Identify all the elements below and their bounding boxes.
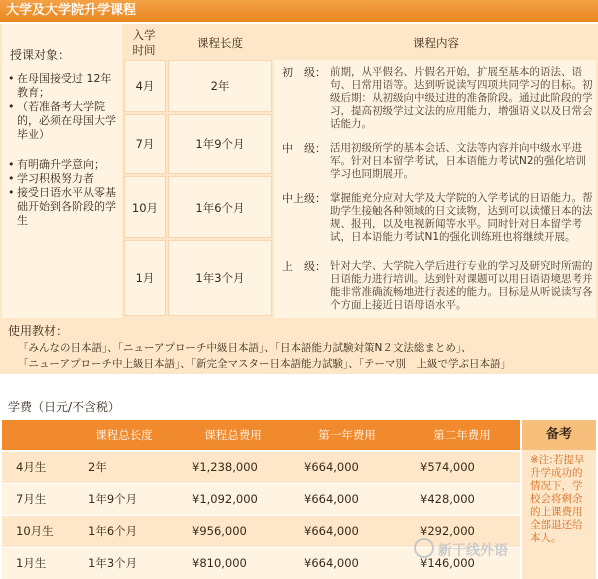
watermark: 新干线外语	[438, 543, 508, 559]
length-value: 2年	[210, 79, 230, 93]
content-header: 课程内容	[276, 36, 596, 51]
fee-header	[2, 420, 72, 450]
level-label: 上 级：	[282, 260, 326, 273]
list-item: • 学习积极努力者	[8, 172, 120, 186]
level-beginner	[282, 66, 596, 131]
fees-title: 学费（日元/不含税）	[8, 400, 121, 414]
level-text: 前期，从平假名、片假名开始，扩展至基本的语法、语句、日常用语等。达到听说读写四项共同学习的目标。初级后期：从初级向中级过进的准备阶段。通过此阶段的学习，提高初级学过文法的应用能力，增强语义以及日常会话能力。	[330, 66, 593, 130]
entry-value: 10月	[131, 201, 159, 215]
materials-line: 「みんなの日本語」、「ニューアプローチ中級日本語」、「日本語能力試験対策N２文法総まとめ」、	[18, 342, 472, 354]
fee-cell: ¥1,092,000	[192, 492, 258, 506]
content-column	[274, 60, 596, 318]
level-label: 初 级：	[282, 66, 326, 79]
target-column	[2, 24, 122, 318]
fee-header: 第二年费用	[404, 420, 520, 450]
level-intermediate	[282, 142, 596, 181]
level-text: 针对大学、大学院入学后进行专业的学习及研究时所需的日语能力进行培训。达到针对课题可以用日语语境思考并能非常准确流畅地进行表述的能力。目标是从听说读写各个方面上接近日语母语水平。	[330, 260, 593, 311]
materials-section	[0, 318, 598, 374]
level-advanced	[282, 260, 596, 312]
target-header: 授课对象：	[10, 48, 71, 62]
fee-cell: ¥664,000	[304, 556, 359, 570]
list-item: • （若准备考大学院的，必须在母国大学毕业）	[8, 100, 120, 142]
list-item: • 有明确升学意向；	[8, 158, 120, 172]
fee-cell: ¥664,000	[304, 460, 359, 474]
fee-cell: 7月生	[16, 492, 47, 506]
length-value: 1年6个月	[195, 201, 245, 215]
fee-header: 课程总长度	[72, 420, 176, 450]
materials-title: 使用教材：	[8, 324, 69, 338]
target-group-2	[8, 158, 120, 228]
remarks-text: ※注:若提早升学成功的情况下，学校会将剩余的上课费用全部退还给本人。	[530, 454, 585, 544]
entry-value: 4月	[135, 79, 155, 93]
fee-cell: ¥292,000	[420, 524, 475, 538]
remarks-title: 备考	[522, 420, 596, 450]
section-title: 大学及大学院升学课程	[0, 0, 598, 22]
table-row	[2, 484, 520, 515]
remarks-box	[522, 420, 596, 579]
fee-cell: ¥1,238,000	[192, 460, 258, 474]
fee-cell: 1年9个月	[88, 492, 138, 506]
list-item: • 在母国接受过 12年教育；	[8, 72, 120, 100]
length-header: 课程长度	[168, 36, 272, 51]
fee-cell: ¥664,000	[304, 524, 359, 538]
fee-cell: ¥664,000	[304, 492, 359, 506]
fee-cell: ¥146,000	[420, 556, 475, 570]
fee-cell: ¥574,000	[420, 460, 475, 474]
fee-cell: 10月生	[16, 524, 54, 538]
level-label: 中上级：	[282, 192, 326, 205]
entry-value: 7月	[135, 137, 155, 151]
fee-cell: ¥810,000	[192, 556, 247, 570]
level-upper-intermediate	[282, 192, 596, 244]
entry-header: 入学 时间	[124, 28, 164, 58]
fee-header: 第一年费用	[290, 420, 404, 450]
fee-header: 课程总费用	[176, 420, 290, 450]
level-text: 掌握能充分应对大学及大学院的入学考试的日语能力。帮助学生接触各种领域的日文读物，达到可以读懂日本的法规、报刊，以及电视新闻等水平。同时针对日本留学考试，日本语能力考试N1的强化训练班也将继续开展。	[330, 192, 593, 243]
length-value: 1年9个月	[195, 137, 245, 151]
length-value: 1年3个月	[195, 271, 245, 285]
level-label: 中 级：	[282, 142, 326, 155]
fee-cell: ¥956,000	[192, 524, 247, 538]
entry-value: 1月	[135, 271, 155, 285]
fee-cell: 1年3个月	[88, 556, 138, 570]
course-table	[0, 24, 598, 318]
list-item: • 接受日语水平从零基础开始到各阶段的学生	[8, 186, 120, 228]
table-row	[2, 452, 520, 483]
fee-cell: 1月生	[16, 556, 47, 570]
fee-cell: 4月生	[16, 460, 47, 474]
level-text: 活用初级所学的基本会话、文法等内容并向中级水平进军。针对日本留学考试，日本语能力考试N2的强化培训学习也同期展开。	[330, 142, 587, 180]
materials-line: 「ニューアプローチ中上級日本語」、「新完全マスター日本語能力試験」、「テーマ別 上級で学ぶ日本語」	[18, 358, 511, 370]
wechat-logo-icon	[414, 538, 434, 558]
fee-cell: 2年	[88, 460, 107, 474]
fee-cell: ¥428,000	[420, 492, 475, 506]
fee-cell: 1年6个月	[88, 524, 138, 538]
target-group-1	[8, 72, 120, 142]
